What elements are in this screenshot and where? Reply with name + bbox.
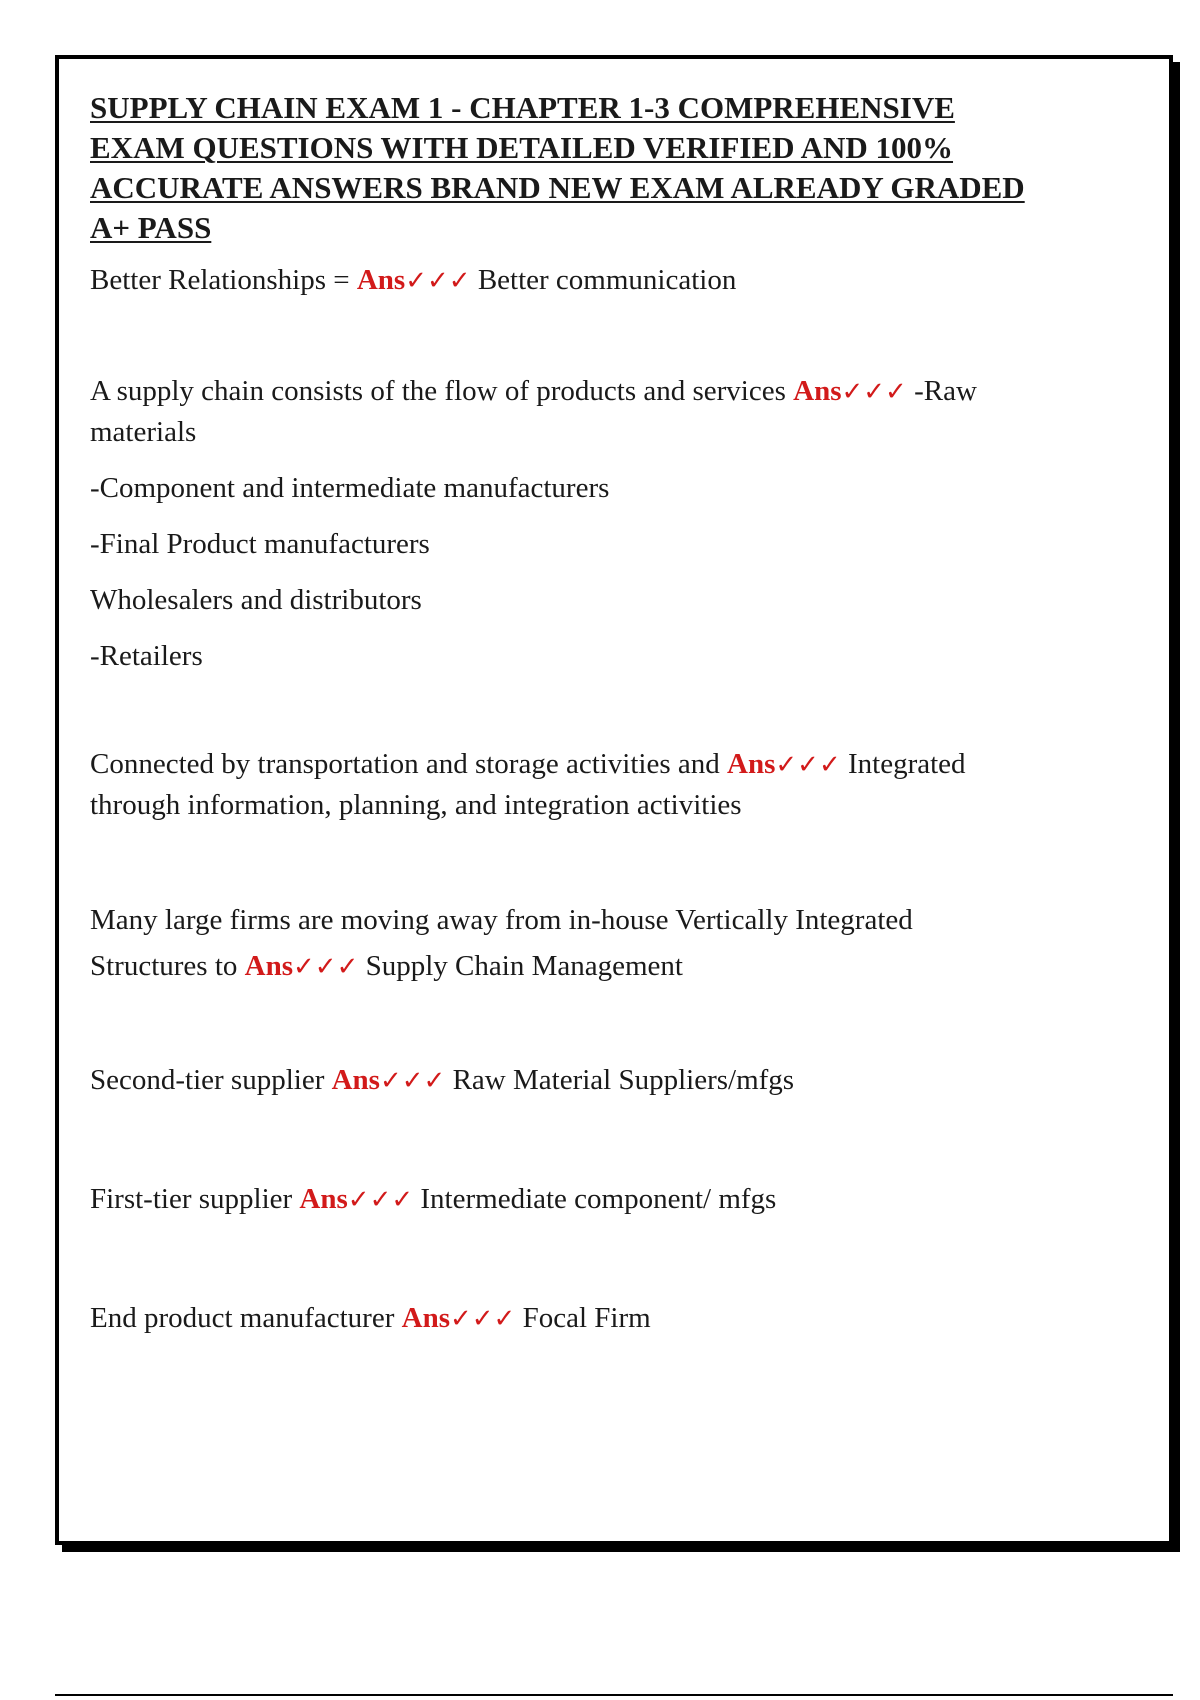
document-content (90, 88, 1030, 1339)
qa-item-1 (90, 260, 1030, 301)
answer-text: Raw Material Suppliers/mfgs (452, 1064, 795, 1096)
question-text: Better Relationships = (90, 264, 350, 296)
question-text: Many large firms are moving away from in-house Vertically Integrated Structures to (90, 904, 913, 982)
qa-item-5 (90, 1060, 1030, 1101)
qa-item-7 (90, 1298, 1030, 1339)
list-item: -Retailers (90, 640, 203, 672)
answer-marker: Ans✓✓✓ (401, 1302, 516, 1334)
list-item: Wholesalers and distributors (90, 584, 422, 616)
question-text: A supply chain consists of the flow of products and services (90, 375, 786, 407)
exam-title: SUPPLY CHAIN EXAM 1 - CHAPTER 1-3 COMPREHENSIVE EXAM QUESTIONS WITH DETAILED VERIFIED AND 100% ACCURATE ANSWERS BRAND NEW EXAM ALREADY GRADED A+ PASS (90, 90, 1025, 245)
question-text: Second-tier supplier (90, 1064, 325, 1096)
qa-item-4 (90, 897, 1030, 990)
checkmark-icon: ✓✓✓ (405, 266, 471, 296)
qa-item-3 (90, 744, 1030, 825)
footer-divider (55, 1694, 1173, 1696)
checkmark-icon: ✓✓✓ (293, 952, 359, 982)
checkmark-icon: ✓✓✓ (775, 750, 841, 780)
answer-marker: Ans✓✓✓ (727, 748, 841, 780)
qa-item-6 (90, 1179, 1030, 1220)
answer-text: Intermediate component/ mfgs (420, 1183, 777, 1215)
answer-marker: Ans✓✓✓ (331, 1064, 446, 1096)
answer-text: Better communication (477, 264, 737, 296)
answer-text: Focal Firm (522, 1302, 651, 1334)
list-item: -Final Product manufacturers (90, 528, 430, 560)
answer-marker: Ans✓✓✓ (244, 950, 359, 982)
question-text: Connected by transportation and storage activities and (90, 748, 720, 780)
answer-marker: Ans✓✓✓ (356, 264, 471, 296)
answer-text: -Raw materials (90, 375, 977, 448)
question-text: First-tier supplier (90, 1183, 293, 1215)
checkmark-icon: ✓✓✓ (347, 1185, 414, 1215)
answer-text: Integrated through information, planning, and integration activities (90, 748, 966, 821)
checkmark-icon: ✓✓✓ (449, 1304, 516, 1334)
qa-item-2 (90, 371, 1030, 452)
answer-marker: Ans✓✓✓ (299, 1183, 414, 1215)
answer-marker: Ans✓✓✓ (793, 375, 907, 407)
question-text: End product manufacturer (90, 1302, 395, 1334)
checkmark-icon: ✓✓✓ (379, 1066, 446, 1096)
answer-text: Supply Chain Management (365, 950, 683, 982)
checkmark-icon: ✓✓✓ (841, 377, 907, 407)
list-item: -Component and intermediate manufacturers (90, 472, 610, 504)
